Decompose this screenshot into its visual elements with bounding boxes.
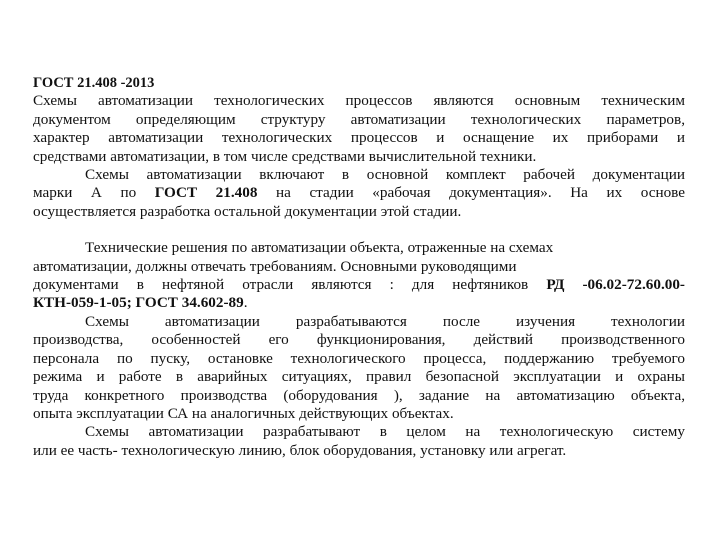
paragraph-1 — [33, 92, 685, 166]
standard-reference: РД -06.02-72.60.00- — [546, 276, 685, 294]
paragraph-line: Схемы автоматизации технологических процессов являются основным техническим — [33, 92, 685, 110]
document-heading: ГОСТ 21.408 -2013 — [33, 75, 155, 91]
document-page — [33, 74, 685, 460]
paragraph-line: автоматизации, должны отвечать требованиям. Основными руководящими — [33, 257, 517, 275]
paragraph-line: осуществляется разработка остальной документации этой стадии. — [33, 202, 462, 220]
paragraph-line: характер автоматизации технологических процессов и оснащение их приборами и — [33, 129, 685, 147]
paragraph-line: или ее часть- технологическую линию, блок оборудования, установку или агрегат. — [33, 441, 567, 459]
paragraph-3 — [33, 239, 685, 313]
paragraph-line: Технические решения по автоматизации объекта, отраженные на схемах — [85, 239, 554, 257]
text-run: документами в нефтяной отрасли являются : для нефтяников — [33, 276, 547, 294]
paragraph-line: документом определяющим структуру автоматизации технологических параметров, — [33, 110, 685, 128]
paragraph-gap — [33, 221, 685, 239]
paragraph-line: опыта эксплуатации СА на аналогичных действующих объектах. — [33, 404, 454, 422]
paragraph-line: режима и работе в аварийных ситуациях, правил безопасной эксплуатации и охраны — [33, 368, 685, 386]
paragraph-line: Схемы автоматизации включают в основной комплект рабочей документации — [85, 166, 685, 184]
paragraph-line: Схемы автоматизации разрабатываются после изучения технологии — [85, 312, 685, 330]
paragraph-line — [33, 276, 685, 294]
paragraph-2 — [33, 166, 685, 221]
paragraph-line — [33, 184, 685, 202]
text-run: . — [243, 294, 248, 312]
paragraph-line: персонала по пуску, остановке технологического процесса, поддержанию требуемого — [33, 349, 685, 367]
standard-reference: ГОСТ 21.408 — [154, 184, 258, 202]
paragraph-line — [33, 294, 685, 312]
text-run: на стадии «рабочая документация». На их основе — [257, 184, 685, 202]
paragraph-line: средствами автоматизации, в том числе средствами вычислительной техники. — [33, 147, 537, 165]
paragraph-5 — [33, 423, 685, 460]
text-run: марки А по — [33, 184, 155, 202]
standard-reference: КТН-059-1-05; ГОСТ 34.602-89 — [33, 294, 244, 312]
paragraph-4 — [33, 313, 685, 423]
paragraph-line: труда конкретного производства (оборудования ), задание на автоматизацию объекта, — [33, 386, 685, 404]
paragraph-line: Схемы автоматизации разрабатывают в целом на технологическую систему — [85, 423, 685, 441]
paragraph-line: производства, особенностей его функционирования, действий производственного — [33, 331, 685, 349]
